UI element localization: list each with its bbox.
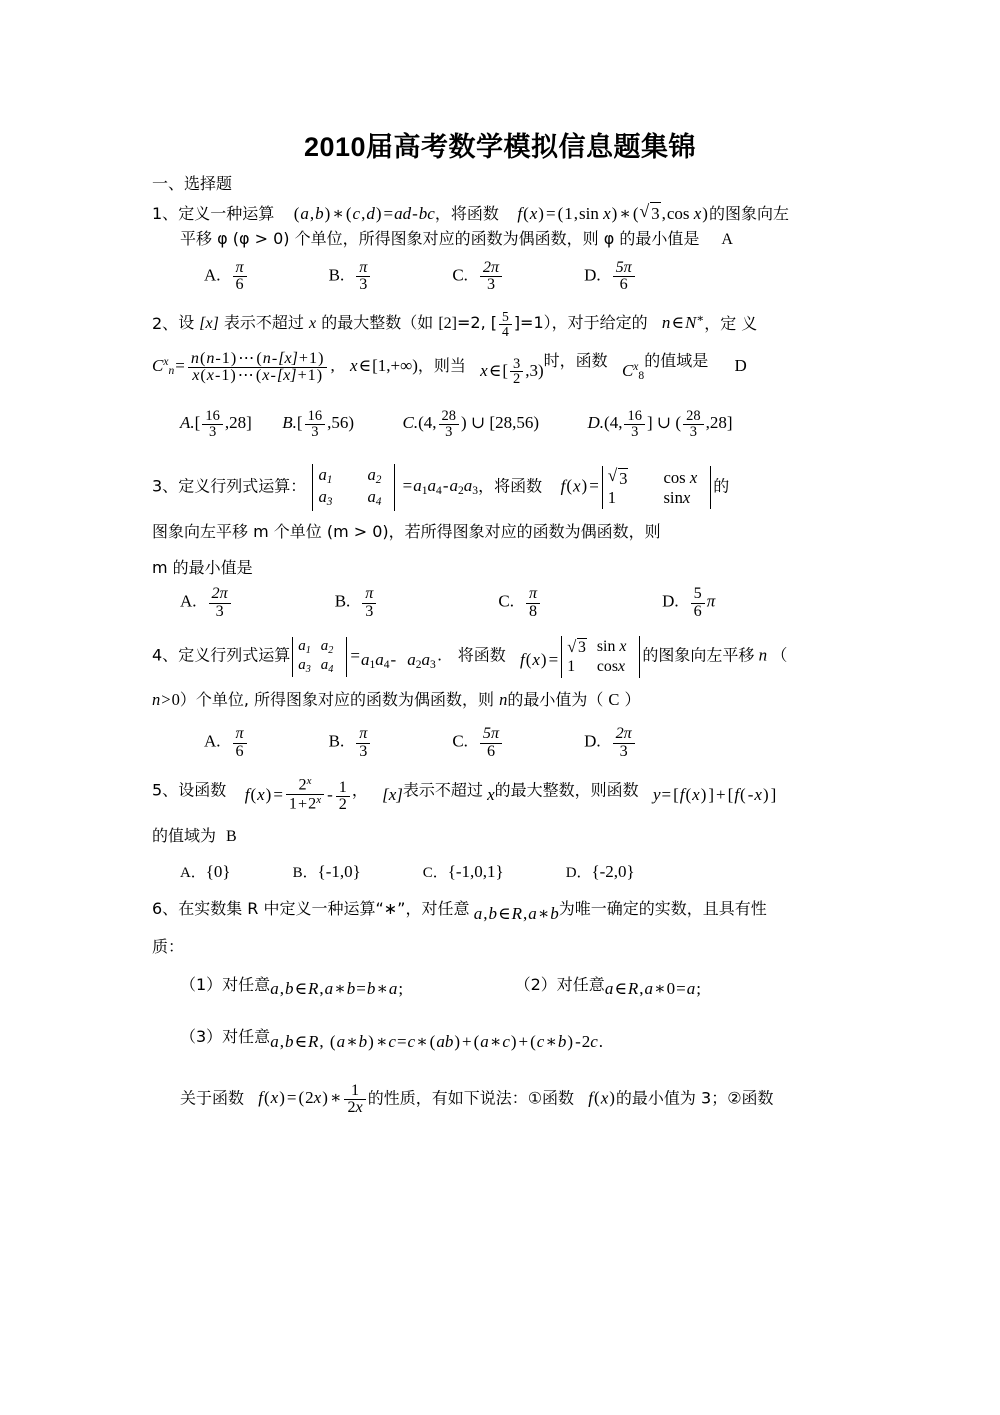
problem-1-option-b[interactable]: B. $\frac{\pi}{3}$ [329, 260, 373, 294]
problem-4-determinant-2: √ 3 sin x 1 cosx [561, 636, 640, 677]
problem-4: 4、定义行列式运算 $a_1$ $a_2$ $a_3$ $a_4$ $=a_1a_4-$ $a_2a_3\cdot$ 将函数 f(x) = √ 3 sin x 1 cosx 的图象向左平移 n （ n>0）个单位, 所得图象对应的函数为偶函数，则 n的最小值为（ C ） A. $\frac{\pi}{6}$ B. $\frac{\pi}{3}$ C. $\frac{5\pi}{6}$ D. $\frac{2\pi}{3}$ [152, 636, 874, 760]
problem-4-det-result: $a_1a_4-$ $a_2a_3\cdot$ [360, 650, 443, 672]
problem-2-c8: $C^x_8$ [621, 359, 645, 382]
problem-2-tail2: 的值域是 [644, 351, 709, 371]
problem-3-option-c[interactable]: C. $\frac{\pi}{8}$ [498, 586, 542, 620]
problem-3-options [152, 586, 874, 620]
problem-6-tail-c: 的最小值为 3；②函数 [615, 1088, 774, 1108]
problem-2-formula: $C^x_n=$ $\frac{n(n-1) \cdots (n-[x]+1)}{x(x-1) \cdots (x-[x]+1)}$ , x∈[1,+∞)，则当 x∈[ $\frac{3}{2}$ ,3)时，函数 $C^x_8$的值域是 D [152, 349, 747, 388]
problem-6 [152, 898, 874, 1116]
page-title: 2010届高考数学模拟信息题集锦 [303, 132, 697, 162]
problem-6-prop3-label: （3）对任意 [180, 1027, 271, 1047]
problem-6-prop1-math: a,b∈R,a∗b=b∗a; [270, 979, 404, 999]
problem-5-mid2: 表示不超过 [402, 780, 483, 800]
problem-4-answer: C [608, 689, 620, 709]
problem-2-mid: ，则当 [417, 356, 466, 376]
problem-3-line3: m 的最小值是 [152, 558, 253, 578]
problem-5-option-d[interactable]: D．{-2,0} [565, 862, 635, 882]
problem-2-domain: x∈[1,+∞) [349, 356, 418, 376]
problem-6-prop3-math: a,b∈R, (a∗b) ∗c=c∗ (ab) + (a∗c) + (c∗b) -2c. [270, 1031, 604, 1051]
problem-1-function: f(x) = (1,sin x) ∗ ( √ 3 ,cos x) [517, 204, 709, 223]
problem-2-options [152, 409, 874, 440]
document-body [152, 176, 874, 1117]
problem-4-stem-tail: 的图象向左平移 [642, 645, 755, 665]
problem-3-option-b[interactable]: B. $\frac{\pi}{3}$ [335, 586, 379, 620]
problem-5-option-b[interactable]: B．{-1,0} [292, 862, 361, 882]
problem-5-mid3: 的最大整数，则函数 [494, 780, 639, 800]
problem-2-option-d[interactable]: D.(4, $\frac{16}{3}$ ] ∪ ( $\frac{28}{3}$ ,28] [587, 408, 733, 440]
problem-1-definition: (a,b) ∗ (c,d) =ad-bc [293, 204, 435, 223]
problem-6-line1a: 在实数集 R 中定义一种运算“∗”，对任意 [178, 899, 470, 919]
problem-1-line2: 平移 φ (φ > 0) 个单位，所得图象对应的函数为偶函数，则 φ 的最小值是 A [180, 229, 733, 249]
problem-2-range: x∈[ $\frac{3}{2}$ ,3) [480, 355, 544, 388]
problem-6-prop2-label: （2）对任意 [514, 974, 605, 994]
problem-1-options [152, 260, 874, 294]
problem-5-var-x: x [487, 785, 495, 805]
problem-6-line1-math: a,b∈R,a∗b [473, 903, 559, 923]
problem-3-stem: 定义行列式运算： [178, 476, 307, 496]
problem-5-option-a[interactable]: A．{0} [180, 862, 231, 882]
problem-4-fx: f(x) = [519, 650, 559, 670]
problem-3-line2: 图象向左平移 m 个单位 (m > 0)，若所得图象对应的函数为偶函数，则 [152, 521, 661, 541]
problem-5-option-c[interactable]: C．{-1,0,1} [422, 862, 504, 882]
section-heading: 一、选择题 [152, 174, 233, 193]
problem-1-answer: A [721, 231, 733, 249]
problem-6-tail-a: 关于函数 [180, 1088, 245, 1108]
problem-1-number: 1、 [152, 204, 179, 223]
problem-4-stem: 定义行列式运算 [178, 645, 291, 665]
problem-2-option-c[interactable]: C.(4, $\frac{28}{3}$ ) ∪ [28,56) [402, 408, 540, 440]
problem-2-number: 2、 [152, 313, 179, 333]
problem-4-number: 4、 [152, 645, 179, 665]
problem-4-line2: n>0）个单位, 所得图象对应的函数为偶函数，则 n的最小值为（ C ） [152, 689, 641, 709]
problem-3-stem-tail: 的 [713, 476, 730, 496]
problem-6-tail-fx: f(x) = (2x) ∗ $\frac{1}{2x}$ [258, 1088, 367, 1107]
problem-5-number: 5、 [152, 780, 179, 800]
problem-1-option-d[interactable]: D. $\frac{5\pi}{6}$ [584, 260, 637, 294]
problem-3-determinant-1: $a_1$ $a_2$ $a_3$ $a_4$ [312, 464, 395, 511]
problem-3-det-result: $=a_1a_4-a_2a_3$ [402, 476, 479, 498]
problem-6-line1b: 为唯一确定的实数，且具有性 [558, 899, 767, 919]
problem-5: 5、设函数 f(x) = $\frac{2^x}{1+2^x}$ - $\frac{1}{2}$ ， [x]表示不超过 x的最大整数，则函数 y= [f(x) ] + [f( -x) ] 的值域为 B A．{0} B．{-1,0} C．{-1,0,1} D．{-2,0} [152, 776, 874, 882]
problem-4-determinant-1: $a_1$ $a_2$ $a_3$ $a_4$ [292, 637, 347, 677]
problem-6-tail-fx2: f(x) [588, 1088, 615, 1108]
problem-3-option-a[interactable]: A. $\frac{2\pi}{3}$ [180, 586, 233, 620]
problem-4-option-d[interactable]: D. $\frac{2\pi}{3}$ [584, 726, 637, 760]
problem-2-n-in-N: n∈N∗ [661, 312, 705, 333]
problem-2-option-a[interactable]: A.[ $\frac{16}{3}$ ,28] [180, 408, 252, 440]
problem-6-prop1-label: （1）对任意 [180, 974, 271, 994]
problem-2-line1a: 设 [x] 表示不超过 x 的最大整数（如 [2]=2, [ $\frac{5}{4}$ ]=1），对于给定的 [178, 308, 648, 339]
problem-2-answer: D [734, 356, 747, 376]
problem-5-answer: B [226, 827, 237, 845]
problem-5-stem: 设函数 [178, 780, 227, 800]
problem-4-options [152, 726, 874, 760]
problem-1: 1、定义一种运算 (a,b) ∗ (c,d) =ad-bc，将函数 f(x) = (1,sin x) ∗ ( √ 3 ,cos x)的图象向左 平移 φ (φ > 0) 个单位，所得图象对应的函数为偶函数，则 φ 的最小值是 A A. $\frac{\pi}{6}$ B. $\frac{\pi}{3}$ C. $\frac{2\pi}{3}$ D. $\frac{5\pi}{6}$ [152, 201, 874, 294]
problem-5-line2: 的值域为 B [152, 825, 237, 845]
problem-2-tail: 时，函数 [543, 351, 608, 371]
problem-1-stem-prefix: 定义一种运算 [178, 204, 275, 223]
problem-1-option-a[interactable]: A. $\frac{\pi}{6}$ [204, 260, 249, 294]
problem-5-fx: f(x) = $\frac{2^x}{1+2^x}$ - $\frac{1}{2}$ [245, 776, 352, 813]
problem-3-stem-mid: ，将函数 [478, 476, 543, 496]
problem-2-option-b[interactable]: B.[ $\frac{16}{3}$ ,56) [282, 408, 354, 440]
problem-3-determinant-2: √ 3 cos x 1 sinx [602, 466, 711, 509]
problem-5-y-expr: y= [f(x) ] + [f( -x) ] [652, 785, 777, 805]
problem-6-line2: 质： [152, 936, 185, 956]
problem-3-number: 3、 [152, 476, 179, 496]
problem-4-stem-mid: 将函数 [457, 645, 506, 665]
problem-2: 2、设 [x] 表示不超过 x 的最大整数（如 [2]=2, [ $\frac{5}{4}$ ]=1），对于给定的 n∈N∗，定 义 $C^x_n=$ $\frac{n(n-1) \cdots (n-[x]+1)}{x(x-1) \cdots (x-[x]+1)}$ , x∈[1,+∞)，则当 x∈[ $\frac{3}{2}$ ,3)时，函数 $C^x_8$的值域是 D A.[ $\frac{16}{3}$ ,28] B.[ $\frac{16}{3}$ ,56) C.(4, $\frac{28}{3}$ ) ∪ [28,56) D.(4, $\frac{16}{3}$ ] ∪ ( $\frac{28}{3}$ ,28] [152, 310, 874, 440]
problem-4-option-a[interactable]: A. $\frac{\pi}{6}$ [204, 726, 249, 760]
problem-5-bracket-x: [x] [382, 785, 403, 805]
problem-4-option-b[interactable]: B. $\frac{\pi}{3}$ [329, 726, 373, 760]
problem-4-option-c[interactable]: C. $\frac{5\pi}{6}$ [452, 726, 504, 760]
problem-1-option-c[interactable]: C. $\frac{2\pi}{3}$ [452, 260, 504, 294]
problem-3-option-d[interactable]: D. $\frac{5}{6}$ π [662, 585, 716, 620]
problem-5-options [152, 861, 874, 882]
problem-6-tail-b: 的性质，有如下说法：①函数 [367, 1088, 575, 1108]
problem-1-stem-tail: 的图象向左 [708, 204, 789, 223]
problem-3 [152, 464, 874, 621]
problem-3-fx: f(x) = [560, 476, 599, 496]
problem-1-stem-mid: 将函数 [450, 204, 499, 223]
problem-6-prop2-math: a∈R,a∗0=a; [604, 979, 701, 999]
problem-6-number: 6、 [152, 899, 179, 919]
